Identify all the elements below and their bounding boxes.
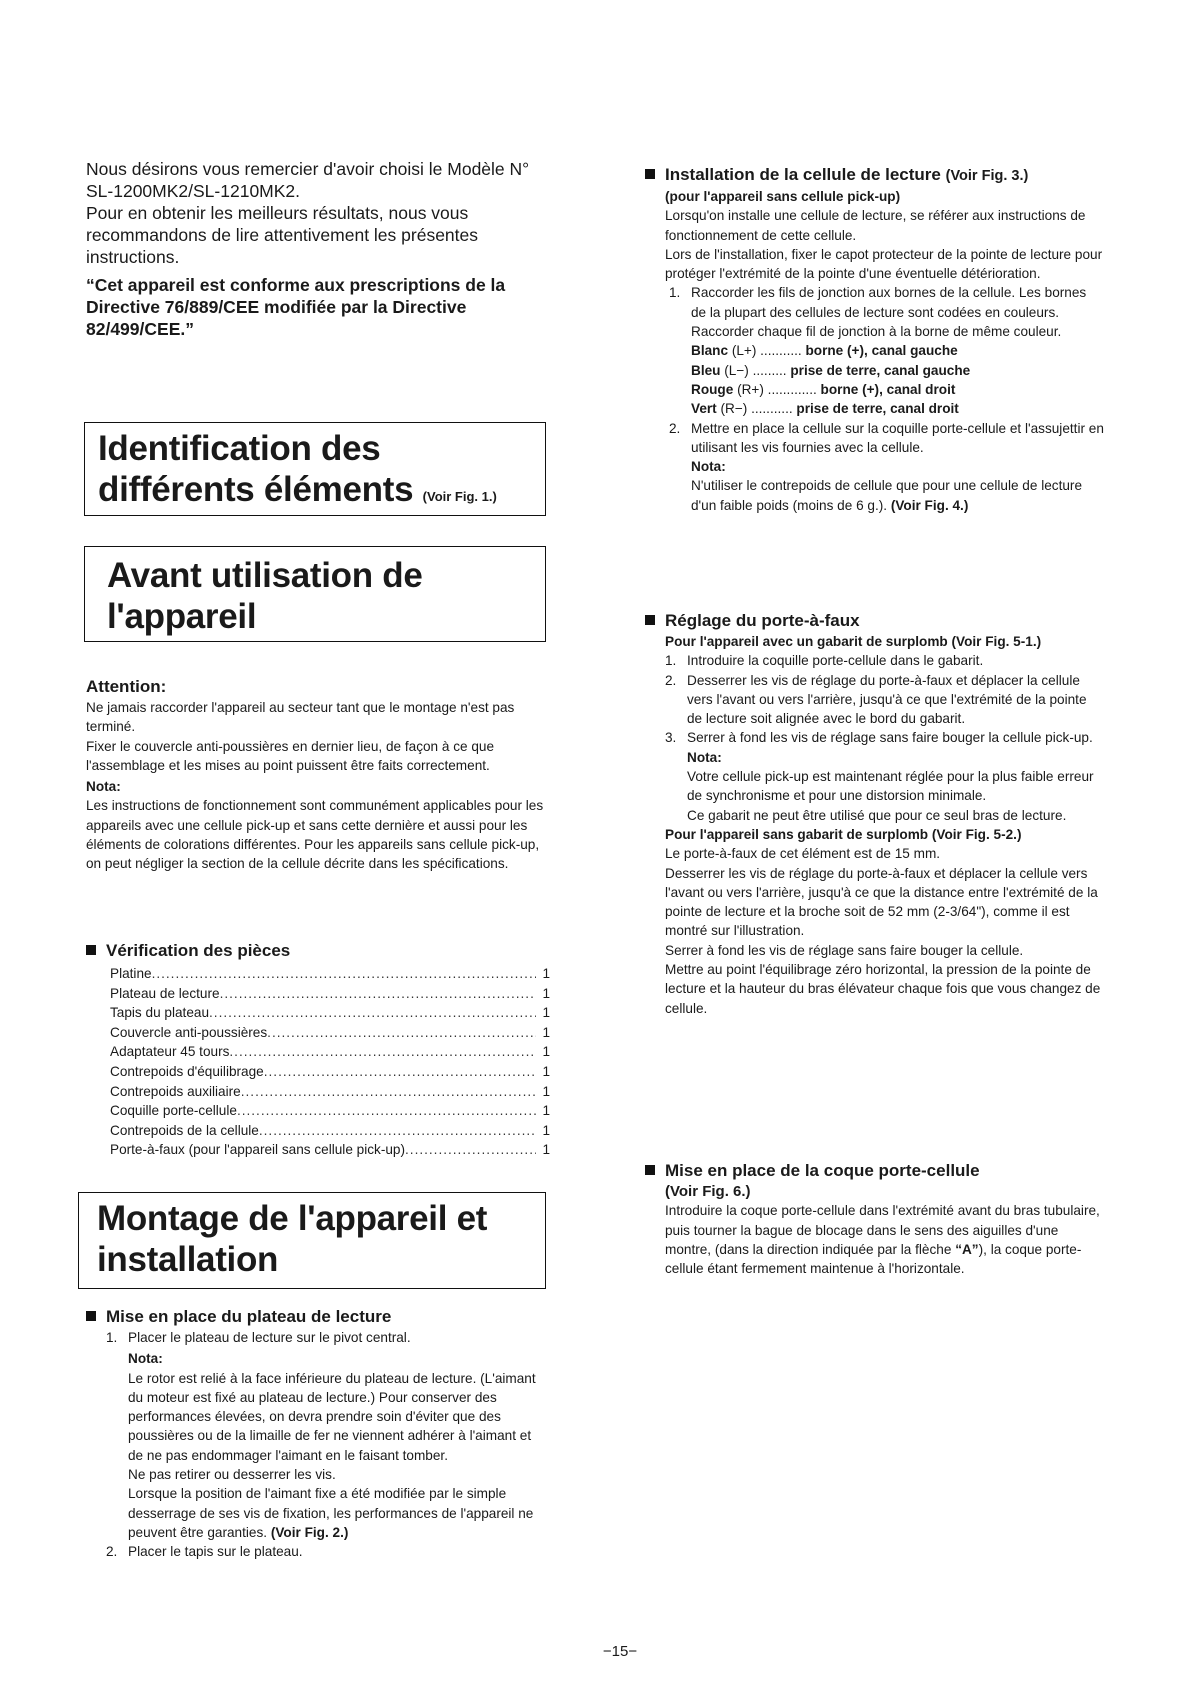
- wire-dots: ...........: [747, 401, 797, 417]
- arrow-label: “A”: [955, 1241, 979, 1257]
- part-qty: 1: [542, 1142, 550, 1158]
- nota-label: Nota:: [691, 459, 726, 475]
- part-qty: 1: [542, 1044, 550, 1060]
- square-bullet-icon: [86, 1311, 96, 1321]
- wire-dots: ...........: [756, 343, 806, 359]
- part-qty: 1: [542, 1122, 550, 1138]
- step-text: Placer le plateau de lecture sur le pivot central.: [128, 1330, 411, 1345]
- plateau-section: [86, 1306, 546, 1562]
- installation-heading: [645, 164, 1105, 187]
- part-label: Contrepoids de la cellule: [110, 1122, 259, 1138]
- step-text: Desserrer les vis de réglage du porte-à-faux et déplacer la cellule vers l'avant ou vers l'arrière, jusqu'à ce que l'extrémité de la pointe de lecture soit alignée avec le bord du gabarit.: [687, 672, 1087, 727]
- installation-section: [645, 164, 1105, 515]
- plateau-steps: [106, 1328, 546, 1562]
- wire-row: [691, 399, 1105, 418]
- wire-code: (L+): [731, 343, 757, 359]
- list-item: [665, 651, 1105, 670]
- list-item: [665, 728, 1105, 824]
- part-label: Couvercle anti-poussières: [110, 1024, 268, 1040]
- intro-advice: Pour en obtenir les meilleurs résultats, nous vous recommandons de lire attentivement les présentes instructions.: [86, 203, 479, 267]
- coque-p1: [665, 1201, 1105, 1278]
- nota-p3: [128, 1484, 546, 1542]
- leader-dots: [220, 984, 537, 1004]
- coque-heading-text: Mise en place de la coque porte-cellule: [665, 1161, 980, 1180]
- leader-dots: [237, 1101, 536, 1121]
- list-item: [669, 283, 1105, 418]
- list-item: [106, 1328, 546, 1542]
- nota-p3-text: Lorsque la position de l'aimant fixe a été modifiée par le simple desserrage de ses vis de fixation, les performances de l'appareil ne peuvent être garanties.: [128, 1486, 534, 1540]
- intro: [86, 158, 558, 340]
- wire-color: Vert: [691, 401, 717, 417]
- list-item: [110, 1062, 550, 1082]
- nota-p2: Ce gabarit ne peut être utilisé que pour ce seul bras de lecture.: [687, 807, 1067, 823]
- leader-dots: [259, 1121, 537, 1141]
- list-item: [110, 1121, 550, 1141]
- step-text: Mettre en place la cellule sur la coquille porte-cellule et l'assujettir en utilisant les vis fournies avec la cellule.: [691, 420, 1104, 455]
- part-qty: 1: [542, 985, 550, 1001]
- wire-row: [691, 361, 1105, 380]
- nota-label: Nota:: [687, 749, 722, 765]
- step-number: 1.: [665, 653, 677, 669]
- step-text: Raccorder les fils de jonction aux bornes de la cellule. Les bornes de la plupart des cellules de lecture sont codées en couleurs. Raccorder chaque fil de jonction à la borne de même couleur.: [691, 285, 1087, 340]
- coque-text-2: ), la coque porte-cellule étant fermement maintenue à l'horizontale.: [665, 1241, 1082, 1277]
- step-number: 2.: [665, 672, 677, 688]
- step-number: 2.: [669, 420, 681, 436]
- list-item: [110, 1101, 550, 1121]
- wire-row: [691, 341, 1105, 360]
- section-box-identification: [84, 422, 546, 516]
- nota-fig-ref: (Voir Fig. 2.): [270, 1524, 349, 1540]
- reglage-p3: Serrer à fond les vis de réglage sans faire bouger la cellule.: [665, 942, 1024, 958]
- installation-body: [665, 187, 1105, 515]
- coque-fig-ref: (Voir Fig. 6.): [665, 1183, 751, 1200]
- attention-nota: Les instructions de fonctionnement sont communément applicables pour les appareils avec une cellule pick-up et sans cette dernière et aussi pour les éléments de colorations différentes. Pour les appareils sans cellule pick-up, on peut négliger la section de la cellule décrite dans les spécifications.: [86, 798, 544, 872]
- installation-nota: [691, 476, 1105, 515]
- wire-color: Rouge: [691, 381, 734, 397]
- installation-heading-text: Installation de la cellule de lecture: [665, 165, 941, 184]
- step-number: 3.: [665, 730, 677, 746]
- reglage-subheading-1: Pour l'appareil avec un gabarit de surplomb (Voir Fig. 5-1.): [665, 634, 1042, 649]
- wire-dots: .........: [748, 362, 791, 378]
- list-item: [110, 1140, 550, 1160]
- part-label: Contrepoids auxiliaire: [110, 1083, 241, 1099]
- list-item: [110, 1003, 550, 1023]
- leader-dots: [267, 1023, 536, 1043]
- reglage-section: [645, 610, 1105, 1018]
- coque-section: [645, 1160, 1105, 1278]
- installation-subheading: (pour l'appareil sans cellule pick-up): [665, 189, 901, 204]
- part-label: Tapis du plateau: [110, 1005, 210, 1021]
- list-item: [110, 1082, 550, 1102]
- section-box-avant: [84, 546, 546, 642]
- wire-desc: prise de terre, canal droit: [796, 401, 959, 417]
- wire-dots: .............: [763, 381, 821, 397]
- list-item: [110, 984, 550, 1004]
- part-qty: 1: [542, 1063, 550, 1079]
- attention-nota-label: Nota:: [86, 779, 121, 795]
- list-item: [110, 1042, 550, 1062]
- reglage-body: [665, 632, 1105, 1018]
- section-title-identification: [98, 428, 545, 517]
- part-qty: 1: [542, 966, 550, 981]
- verification-heading-text: Vérification des pièces: [106, 941, 291, 960]
- nota-text: N'utiliser le contrepoids de cellule que pour une cellule de lecture d'un faible poids (moins de 6 g.).: [691, 478, 1083, 513]
- part-qty: 1: [542, 1083, 550, 1099]
- nota-p2: Ne pas retirer ou desserrer les vis.: [128, 1467, 336, 1483]
- nota-label: Nota:: [128, 1351, 163, 1367]
- attention-section: [86, 676, 546, 874]
- list-item: [669, 419, 1105, 515]
- list-item: [110, 964, 550, 984]
- reglage-steps: [665, 651, 1105, 825]
- leader-dots: [405, 1140, 536, 1160]
- installation-p1: Lorsqu'on installe une cellule de lecture, se référer aux instructions de fonctionnement de cette cellule.: [665, 208, 1086, 243]
- identification-fig-ref: (Voir Fig. 1.): [422, 489, 497, 504]
- wire-color: Bleu: [691, 362, 721, 378]
- reglage-p4: Mettre au point l'équilibrage zéro horizontal, la pression de la pointe de lecture et la hauteur du bras élévateur chaque fois que vous changez de cellule.: [665, 962, 1101, 1016]
- leader-dots: [229, 1042, 536, 1062]
- wire-code: (R−): [720, 401, 748, 417]
- part-label: Contrepoids d'équilibrage: [110, 1063, 264, 1079]
- part-qty: 1: [542, 1024, 550, 1040]
- part-qty: 1: [542, 1103, 550, 1119]
- installation-fig-ref: (Voir Fig. 3.): [945, 168, 1029, 184]
- wire-row: [691, 380, 1105, 399]
- step-number: 1.: [669, 285, 681, 301]
- nota-p1: Le rotor est relié à la face inférieure du plateau de lecture. (L'aimant du moteur est fixé au plateau de lecture.) Pour conserver des performances élevées, on devra prendre soin d'éviter que des poussières ou de la limaille de fer ne viennent adhérer à l'aimant et de ne pas endommager l'aimant en le faisant tomber.: [128, 1370, 536, 1463]
- list-item: [665, 671, 1105, 729]
- step-text: Placer le tapis sur le plateau.: [128, 1544, 303, 1560]
- square-bullet-icon: [645, 169, 655, 179]
- part-label: Plateau de lecture: [110, 985, 220, 1001]
- conformity-statement: “Cet appareil est conforme aux prescriptions de la Directive 76/889/CEE modifiée par la Directive 82/499/CEE.”: [86, 275, 506, 339]
- reglage-p1: Le porte-à-faux de cet élément est de 15 mm.: [665, 846, 941, 862]
- reglage-heading-text: Réglage du porte-à-faux: [665, 611, 860, 630]
- parts-list: [110, 964, 550, 1160]
- square-bullet-icon: [645, 1165, 655, 1175]
- attention-p1: Ne jamais raccorder l'appareil au secteur tant que le montage n'est pas terminé.: [86, 700, 515, 735]
- reglage-heading: [645, 610, 1105, 632]
- leader-dots: [241, 1082, 537, 1102]
- plateau-nota: [128, 1349, 546, 1542]
- nota-fig-ref: (Voir Fig. 4.): [890, 497, 969, 513]
- plateau-heading-text: Mise en place du plateau de lecture: [106, 1307, 392, 1326]
- list-item: [106, 1542, 546, 1561]
- wire-desc: borne (+), canal droit: [820, 381, 956, 397]
- attention-p2: Fixer le couvercle anti-poussières en dernier lieu, de façon à ce que l'assemblage et les mises au point puissent être faits correctement.: [86, 738, 495, 773]
- verification-section: [86, 940, 550, 1160]
- step-text: Introduire la coquille porte-cellule dans le gabarit.: [687, 653, 984, 669]
- step-number: 1.: [106, 1330, 118, 1345]
- wire-list: [691, 341, 1105, 418]
- coque-heading: [645, 1160, 1105, 1182]
- list-item: [110, 1023, 550, 1043]
- section-title-avant: Avant utilisation de l'appareil: [107, 556, 423, 636]
- coque-text-1: Introduire la coque porte-cellule dans l'extrémité avant du bras tubulaire, puis tourner la bague de blocage dans le sens des aiguilles d'une montre, (dans la direction indiquée par la flèche: [665, 1203, 1100, 1257]
- part-label: Coquille porte-cellule: [110, 1103, 237, 1119]
- attention-heading: Attention:: [86, 677, 167, 696]
- installation-p2: Lors de l'installation, fixer le capot protecteur de la pointe de lecture pour protéger l'extrémité de la pointe d'une éventuelle détérioration.: [665, 246, 1103, 282]
- leader-dots: [264, 1062, 537, 1082]
- step-text: Serrer à fond les vis de réglage sans faire bouger la cellule pick-up.: [687, 730, 1093, 746]
- square-bullet-icon: [86, 945, 96, 955]
- attention-text: [86, 698, 546, 874]
- part-label: Platine: [110, 966, 152, 981]
- square-bullet-icon: [645, 615, 655, 625]
- plateau-heading: [86, 1306, 546, 1328]
- wire-color: Blanc: [691, 343, 729, 359]
- wire-code: (L−): [724, 362, 749, 378]
- reglage-p2: Desserrer les vis de réglage du porte-à-faux et déplacer la cellule vers l'avant ou vers l'arrière, jusqu'à ce que la distance entre l'extrémité de la pointe de lecture et la broche soit de 52 mm (2-3/64"), comme il est montré sur l'illustration.: [665, 865, 1098, 939]
- intro-thanks: Nous désirons vous remercier d'avoir choisi le Modèle N° SL-1200MK2/SL-1210MK2.: [86, 159, 530, 201]
- verification-heading: [86, 940, 546, 962]
- part-label: Adaptateur 45 tours: [110, 1044, 230, 1060]
- coque-body: [665, 1182, 1105, 1278]
- step-number: 2.: [106, 1544, 118, 1560]
- leader-dots: [152, 964, 537, 984]
- page-number: −15−: [602, 1643, 638, 1660]
- wire-desc: borne (+), canal gauche: [805, 343, 958, 359]
- part-qty: 1: [542, 1005, 550, 1021]
- leader-dots: [209, 1003, 536, 1023]
- reglage-subheading-2: Pour l'appareil sans gabarit de surplomb (Voir Fig. 5-2.): [665, 826, 1022, 842]
- part-label: Porte-à-faux (pour l'appareil sans cellule pick-up): [110, 1142, 406, 1158]
- identification-title: Identification des différents éléments: [98, 429, 414, 509]
- wire-code: (R+): [737, 381, 764, 397]
- wire-desc: prise de terre, canal gauche: [790, 362, 971, 378]
- section-box-montage: [78, 1192, 546, 1289]
- installation-steps: [669, 283, 1105, 515]
- nota-p1: Votre cellule pick-up est maintenant réglée pour la plus faible erreur de synchronisme et pour une distorsion minimale.: [687, 769, 1094, 804]
- section-title-montage: Montage de l'appareil et installation: [97, 1199, 488, 1279]
